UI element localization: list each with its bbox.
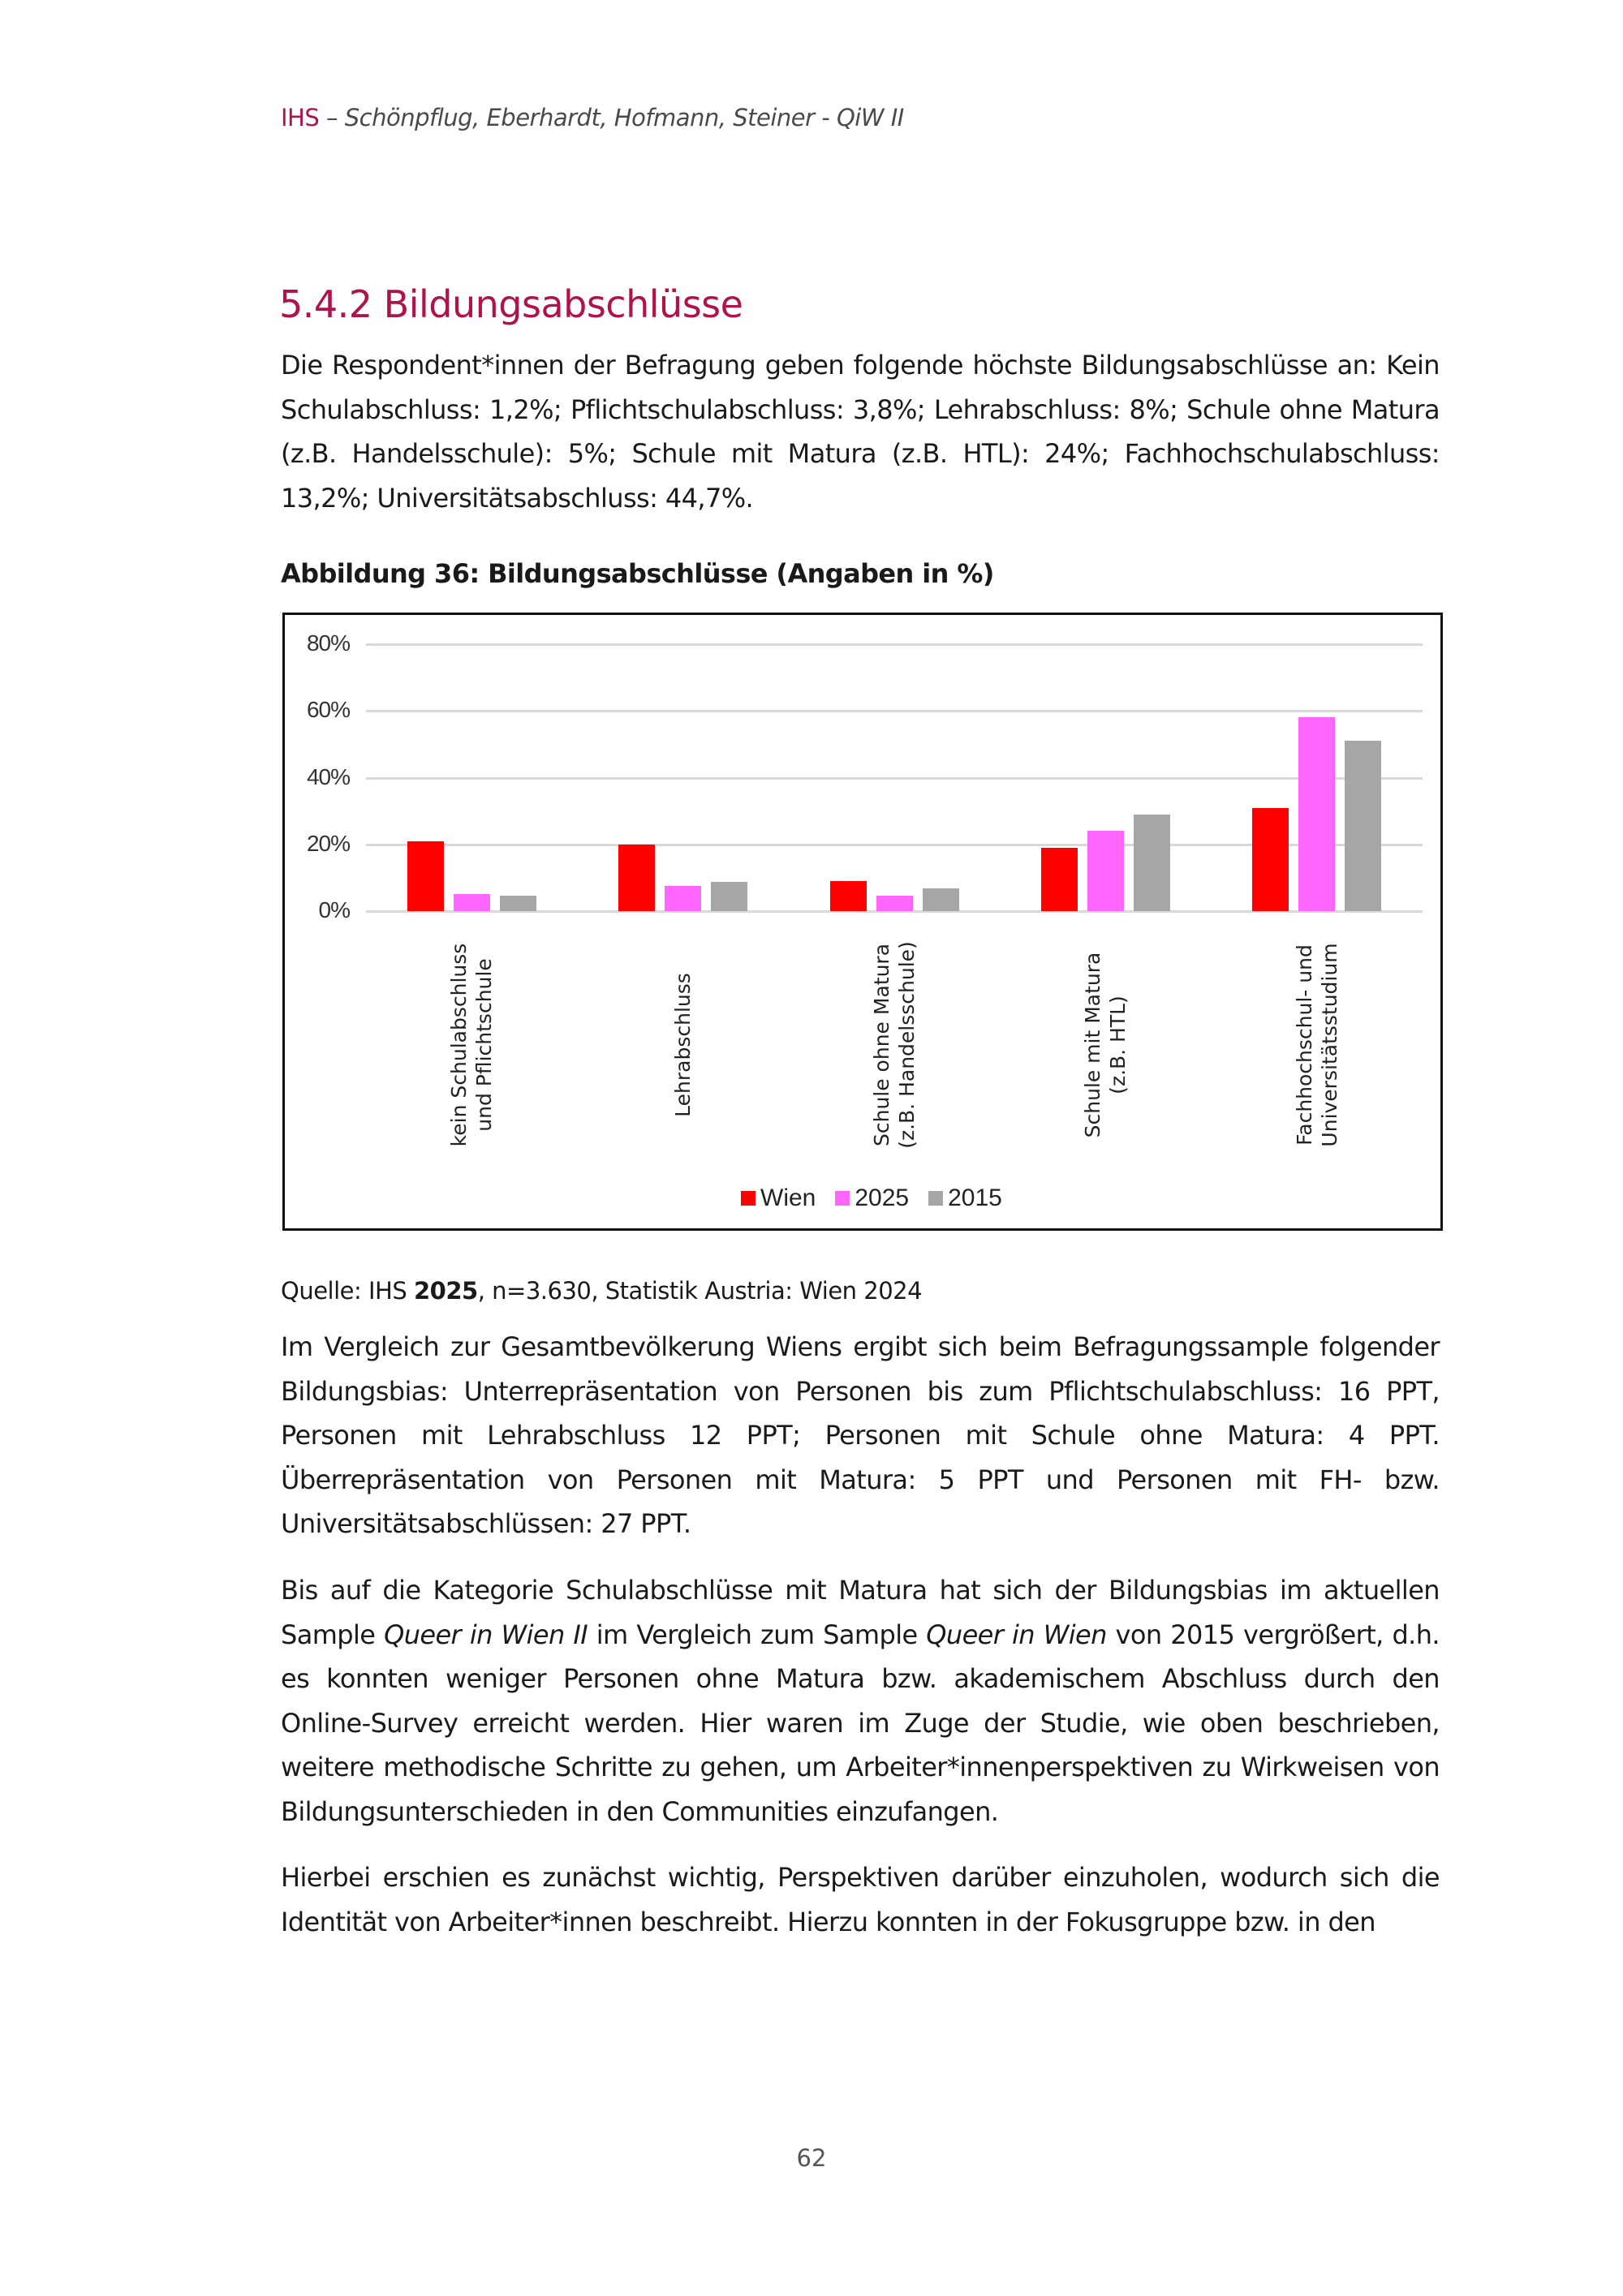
bar-2025 [1298,717,1335,911]
legend-label: 2025 [855,1185,910,1211]
running-header [281,104,904,131]
chart-plot-area [285,615,1440,1228]
bar-2015 [500,896,536,911]
bar-2015 [1134,815,1170,911]
gridline [366,710,1423,712]
bar-2015 [1345,741,1381,911]
x-category-label: Schule ohne Matura (z.B. Handelsschule) [870,941,919,1149]
bar-wien [1252,808,1289,911]
source-year: 2025 [413,1277,478,1305]
source-suffix: , n=3.630, Statistik Austria: Wien 2024 [477,1277,923,1305]
legend-swatch [928,1191,943,1206]
x-category-label: Lehrabschluss [671,973,695,1117]
figure-caption: Abbildung 36: Bildungsabschlüsse (Angaben in %) [281,558,994,589]
intro-paragraph: Die Respondent*innen der Befragung geben folgende höchste Bildungsabschlüsse an: Kein Schulabschluss: 1,2%; Pflichtschulabschluss: 3,8%; Lehrabschluss: 8%; Schule ohne Matura (z.B. Handelsschule): 5%; Schule mit Matura (z.B. HTL): 24%; Fachhochschulabschluss: 13,2%; Universitätsabschluss: 44,7%. [281,350,1440,514]
bar-2015 [923,888,959,911]
header-authors: Schönpflug, Eberhardt, Hofmann, Steiner - QiW II [344,104,904,131]
y-tick-label: 40% [306,763,350,789]
source-prefix: Quelle: IHS [281,1277,414,1305]
y-tick-label: 80% [306,630,350,656]
figure-source [281,1277,922,1305]
legend-item-2025 [835,1185,909,1212]
bar-2025 [876,896,913,911]
chart-legend [741,1185,1022,1212]
p2-text-c: von 2015 vergrößert, d.h. es konnten weniger Personen ohne Matura bzw. akademischem Abschluss durch den Online-Survey erreicht werden. Hier waren im Zuge der Studie, wie oben beschrieben, weitere methodische Schritte zu gehen, um Arbeiter*innenperspektiven zu Wirkweisen von Bildungsunterschieden in den Communities einzufangen. [281,1619,1440,1827]
p2-text-b: im Vergleich zum Sample [588,1619,927,1650]
y-tick-label: 60% [306,697,350,723]
body-paragraph-1: Im Vergleich zur Gesamtbevölkerung Wiens ergibt sich beim Befragungssample folgender Bildungsbias: Unterrepräsentation von Personen bis zum Pflichtschulabschluss: 16 PPT, Personen mit Lehrabschluss 12 PPT; Personen mit Schule ohne Matura: 4 PPT. Überrepräsentation von Personen mit Matura: 5 PPT und Personen mit FH- bzw. Universitätsabschlüssen: 27 PPT. [281,1331,1440,1539]
gridline [366,777,1423,780]
x-category-label: kein Schulabschluss und Pflichtschule [447,943,497,1147]
section-heading: 5.4.2 Bildungsabschlüsse [279,282,743,326]
bar-2025 [454,894,490,911]
p2-text-a: Bis auf die Kategorie Schulabschlüsse mit Matura hat sich der Bildungsbias im aktuellen Sample [281,1575,1440,1650]
bar-wien [618,845,655,911]
bar-wien [1041,848,1078,911]
legend-label: Wien [760,1185,816,1211]
body-paragraph-3: Hierbei erschien es zunächst wichtig, Perspektiven darüber einzuholen, wodurch sich die Identität von Arbeiter*innen beschreibt. Hierzu konnten in der Fokusgruppe bzw. in den [281,1862,1440,1937]
legend-item-wien [741,1185,816,1212]
page-number: 62 [796,2144,827,2172]
bar-chart [282,613,1443,1231]
header-brand: IHS [281,104,320,131]
y-tick-label: 0% [318,897,350,922]
body-paragraph-2 [281,1568,1440,1834]
legend-swatch [741,1191,756,1206]
bar-wien [407,841,444,911]
bar-wien [830,881,867,911]
y-tick-label: 20% [306,830,350,856]
legend-swatch [835,1191,850,1206]
bar-2025 [1087,831,1124,911]
gridline [366,643,1423,646]
x-category-label: Fachhochschul- und Universitätsstudium [1292,943,1341,1147]
bar-2015 [711,882,747,911]
x-category-label: Schule mit Matura (z.B. HTL) [1081,952,1130,1138]
bar-2025 [665,886,701,911]
header-separator: – [319,104,345,131]
legend-label: 2015 [948,1185,1002,1211]
p2-italic-queer-in-wien: Queer in Wien [926,1619,1107,1650]
p2-italic-queer-in-wien-ii: Queer in Wien II [384,1619,588,1650]
legend-item-2015 [928,1185,1002,1212]
